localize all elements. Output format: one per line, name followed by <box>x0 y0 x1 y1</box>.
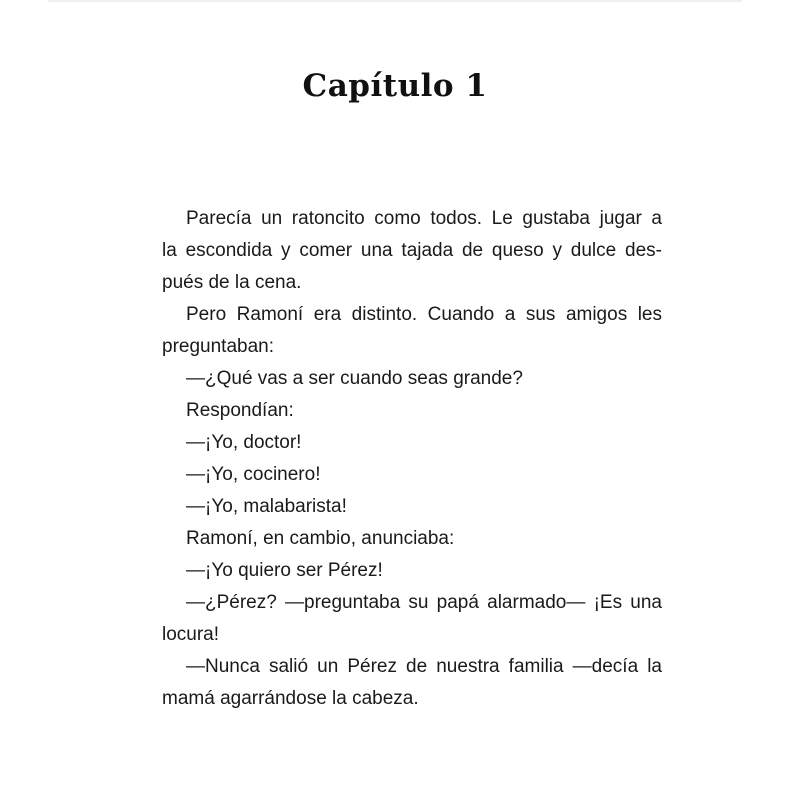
paragraph-line: Respondían: <box>186 400 294 421</box>
paragraph-line: Ramoní, en cambio, anunciaba: <box>186 528 455 549</box>
dialogue-line: —¡Yo, doctor! <box>186 432 302 453</box>
dialogue-line: —¡Yo, malabarista! <box>186 496 347 517</box>
chapter-body <box>162 203 662 715</box>
chapter-title: Capítulo 1 <box>302 68 488 104</box>
dialogue-line: —¿Qué vas a ser cuando seas grande? <box>186 368 523 389</box>
paragraph-line: Parecía un ratoncito como todos. Le gustaba jugar a <box>186 208 662 229</box>
top-edge-divider <box>48 0 742 2</box>
dialogue-line: —¡Yo, cocinero! <box>186 464 321 485</box>
dialogue-line: —¡Yo quiero ser Pérez! <box>186 560 383 581</box>
paragraph-line: Pero Ramoní era distinto. Cuando a sus amigos les <box>186 304 662 325</box>
paragraph-line: pués de la cena. <box>162 272 302 293</box>
dialogue-line: locura! <box>162 624 220 645</box>
dialogue-line: —Nunca salió un Pérez de nuestra familia —decía la <box>186 656 662 677</box>
dialogue-line: mamá agarrándose la cabeza. <box>162 688 419 709</box>
paragraph-line: preguntaban: <box>162 336 274 357</box>
dialogue-line: —¿Pérez? —preguntaba su papá alarmado— ¡Es una <box>186 592 662 613</box>
paragraph-line: la escondida y comer una tajada de queso y dulce des- <box>162 240 662 261</box>
